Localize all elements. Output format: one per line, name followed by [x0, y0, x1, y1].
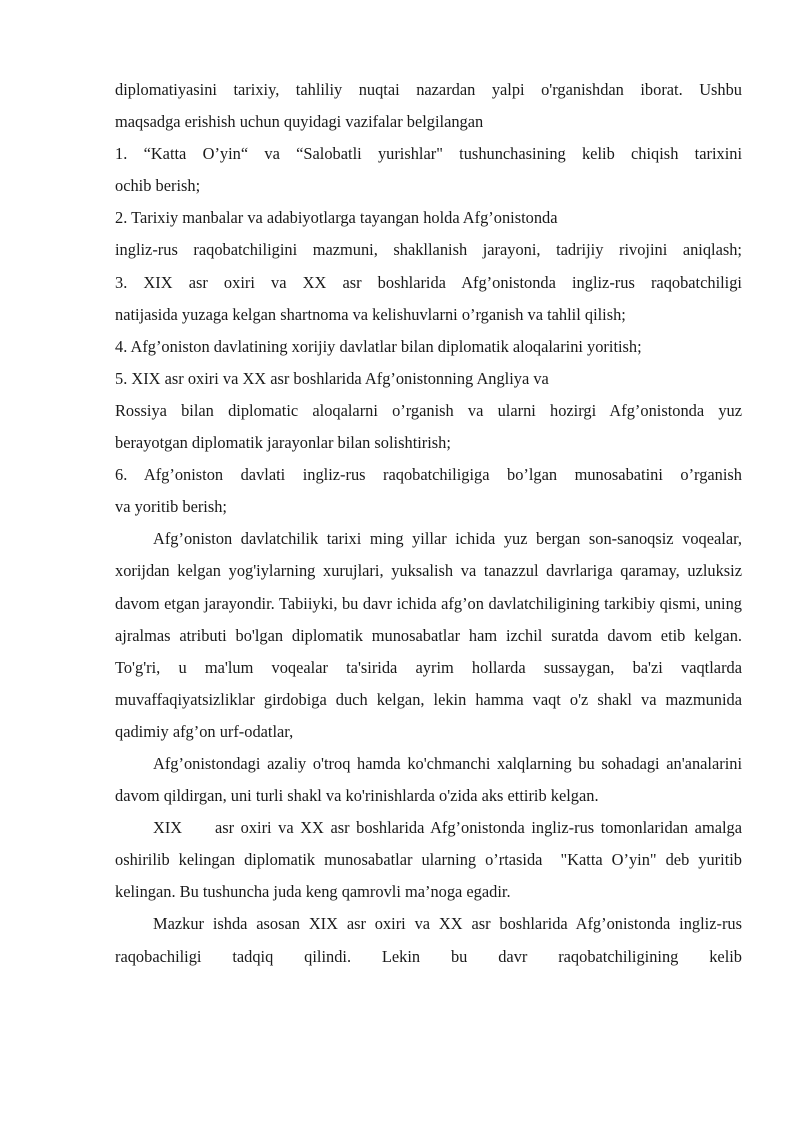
task-item-1-line-1: 1. “Katta O’yin“ va “Salobatli yurishlar" tushunchasining kelib chiqish tarixini	[115, 144, 742, 164]
body-paragraph-3: XIX asr oxiri va XX asr boshlarida Afg’onistonda ingliz-rus tomonlaridan amalga oshirilib kelingan diplomatik munosabatlar ularning o’rtasida "Katta O’yin" deb yuritib kelingan. Bu tushuncha juda keng qamrovli ma’noga egadir.	[115, 818, 747, 902]
body-paragraph-2: Afg’onistondagi azaliy o'troq hamda ko'chmanchi xalqlarning bu sohadagi an'analarini davom qildirgan, uni turli shakl va ko'rinishlarda o'zida aks ettirib kelgan.	[115, 753, 742, 806]
task-item-5-line-2: Rossiya bilan diplomatic aloqalarni o’rganish va ularni hozirgi Afg’onistonda yuz	[115, 400, 742, 420]
task-item-5-line-3: berayotgan diplomatik jarayonlar bilan solishtirish;	[115, 433, 451, 453]
task-item-2-line-2: ingliz-rus raqobatchiligini mazmuni, shakllanish jarayoni, tadrijiy rivojini aniqlash;	[115, 240, 742, 260]
task-item-6-line-2: va yoritib berish;	[115, 497, 227, 517]
task-item-3-line-2: natijasida yuzaga kelgan shartnoma va kelishuvlarni o’rganish va tahlil qilish;	[115, 304, 626, 324]
body-paragraph-4: Mazkur ishda asosan XIX asr oxiri va XX asr boshlarida Afg’onistonda ingliz-rus raqobachiligi tadqiq qilindi. Lekin bu davr raqobatchiligining kelib	[115, 914, 742, 966]
task-item-1-line-2: ochib berish;	[115, 176, 201, 196]
intro-line-2: maqsadga erishish uchun quyidagi vazifalar belgilangan	[115, 112, 484, 132]
task-item-2-line-1: 2. Tarixiy manbalar va adabiyotlarga tayangan holda Afg’onistonda	[115, 208, 558, 228]
task-item-4: 4. Afg’oniston davlatining xorijiy davlatlar bilan diplomatik aloqalarini yoritish;	[115, 336, 642, 356]
task-item-6-line-1: 6. Afg’oniston davlati ingliz-rus raqobatchiligiga bo’lgan munosabatini o’rganish	[115, 465, 742, 485]
document-page	[115, 74, 747, 973]
task-item-5-line-1: 5. XIX asr oxiri va XX asr boshlarida Afg’onistonning Angliya va	[115, 368, 549, 388]
task-item-3-line-1: 3. XIX asr oxiri va XX asr boshlarida Afg’onistonda ingliz-rus raqobatchiligi	[115, 272, 742, 292]
intro-line-1: diplomatiyasini tarixiy, tahliliy nuqtai nazardan yalpi o'rganishdan iborat. Ushbu	[115, 80, 742, 99]
body-paragraph-1: Afg’oniston davlatchilik tarixi ming yillar ichida yuz bergan son-sanoqsiz voqealar, xorijdan kelgan yog'iylarning xurujlari, yuksalish va tanazzul davrlariga qaramay, uzluksiz davom etgan jarayondir. Tabiiyki, bu davr ichida afg’on davlatchiligining tarkibiy qismi, uning ajralmas atributi bo'lgan diplomatik munosabatlar ham izchil suratda davom etib kelgan. To'g'ri, u ma'lum voqealar ta'sirida ayrim hollarda sussaygan, ba'zi vaqtlarda muvaffaqiyatsizliklar girdobiga duch kelgan, lekin hamma vaqt o'z shakl va mazmunida qadimiy afg’on urf-odatlar,	[115, 529, 742, 741]
